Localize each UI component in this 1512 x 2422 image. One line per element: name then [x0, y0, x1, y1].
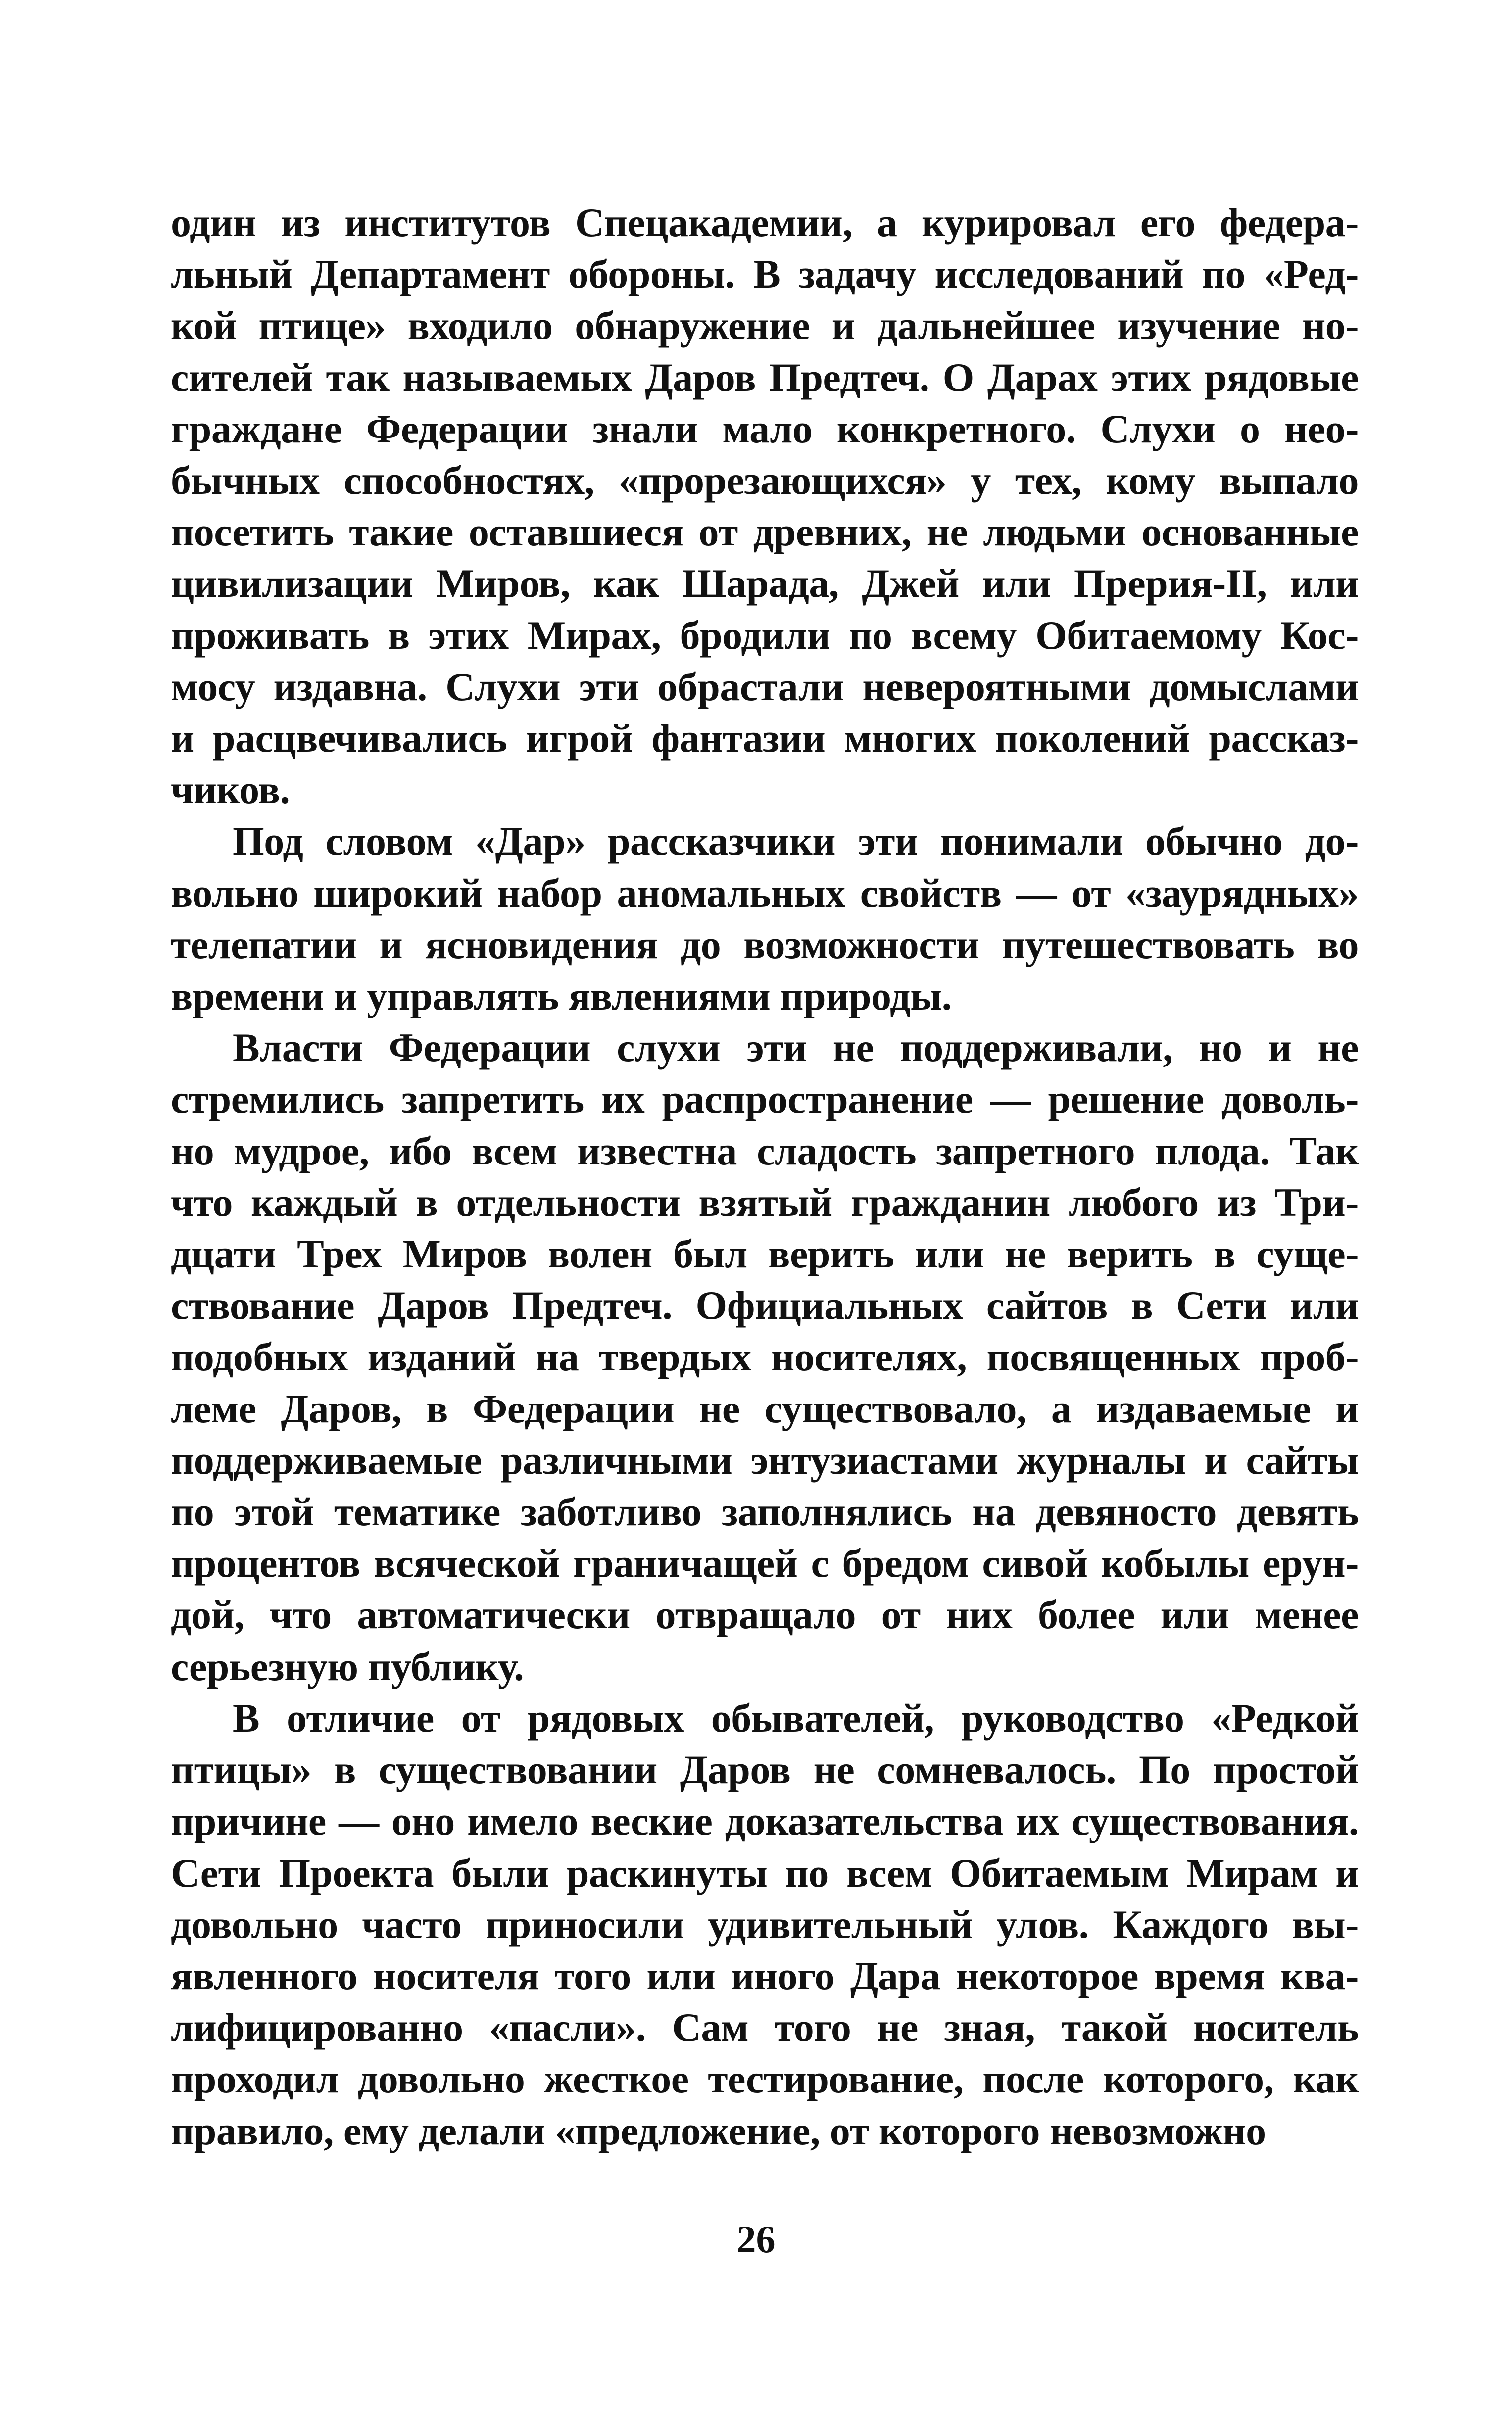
- text-line: дцати Трех Миров волен был верить или не верить в суще-: [171, 1231, 1359, 1277]
- text-line: мосу издавна. Слухи эти обрастали невероятными домыслами: [171, 664, 1359, 709]
- text-line: времени и управлять явлениями природы.: [171, 973, 952, 1019]
- text-line: поддерживаемые различными энтузиастами журналы и сайты: [171, 1437, 1359, 1483]
- text-line: цивилизации Миров, как Шарада, Джей или Прерия-II, или: [171, 561, 1359, 606]
- text-line: довольно часто приносили удивительный улов. Каждого вы-: [171, 1901, 1359, 1947]
- text-line: проходил довольно жесткое тестирование, после которого, как: [171, 2056, 1359, 2102]
- paragraph: [171, 1022, 1359, 1693]
- text-line: проживать в этих Мирах, бродили по всему Обитаемому Кос-: [171, 612, 1359, 658]
- body-text: [171, 197, 1359, 2157]
- text-line: бычных способностях, «прорезающихся» у тех, кому выпало: [171, 458, 1359, 503]
- text-line: В отличие от рядовых обывателей, руководство «Редкой: [233, 1695, 1359, 1741]
- text-line: вольно широкий набор аномальных свойств — от «заурядных»: [171, 870, 1359, 916]
- text-line: птицы» в существовании Даров не сомневалось. По простой: [171, 1747, 1359, 1792]
- text-line: Под словом «Дар» рассказчики эти понимали обычно до-: [233, 819, 1359, 864]
- text-line: один из институтов Спецакадемии, а курировал его федера-: [171, 200, 1359, 245]
- text-line: лифицированно «пасли». Сам того не зная, такой носитель: [171, 2005, 1359, 2050]
- text-line: посетить такие оставшиеся от древних, не людьми основанные: [171, 509, 1359, 555]
- text-line: граждане Федерации знали мало конкретного. Слухи о нео-: [171, 406, 1359, 451]
- text-line: явленного носителя того или иного Дара некоторое время ква-: [171, 1953, 1359, 1998]
- text-line: стремились запретить их распространение — решение доволь-: [171, 1076, 1359, 1122]
- text-line: сителей так называемых Даров Предтеч. О Дарах этих рядовые: [171, 354, 1359, 400]
- text-line: дой, что автоматически отвращало от них более или менее: [171, 1592, 1359, 1638]
- text-line: процентов всяческой граничащей с бредом сивой кобылы ерун-: [171, 1541, 1359, 1586]
- text-line: правило, ему делали «предложение, от которого невозможно: [171, 2108, 1266, 2153]
- page-number: 26: [736, 2218, 776, 2261]
- text-line: телепатии и ясновидения до возможности путешествовать во: [171, 921, 1359, 967]
- paragraph: [171, 816, 1359, 1022]
- paragraph: [171, 1693, 1359, 2157]
- text-line: Власти Федерации слухи эти не поддерживали, но и не: [233, 1025, 1359, 1070]
- text-line: подобных изданий на твердых носителях, посвященных проб-: [171, 1334, 1359, 1380]
- text-line: льный Департамент обороны. В задачу исследований по «Ред-: [171, 251, 1359, 297]
- text-line: леме Даров, в Федерации не существовало, а издаваемые и: [171, 1386, 1359, 1431]
- text-line: ствование Даров Предтеч. Официальных сайтов в Сети или: [171, 1283, 1359, 1328]
- text-line: что каждый в отдельности взятый гражданин любого из Три-: [171, 1179, 1359, 1225]
- text-line: чиков.: [171, 767, 290, 813]
- paragraph: [171, 197, 1359, 816]
- text-line: кой птице» входило обнаружение и дальнейшее изучение но-: [171, 303, 1359, 348]
- text-line: и расцвечивались игрой фантазии многих поколений рассказ-: [171, 716, 1359, 761]
- text-line: по этой тематике заботливо заполнялись на девяносто девять: [171, 1489, 1359, 1535]
- text-line: причине — оно имело веские доказательства их существования.: [171, 1798, 1359, 1844]
- text-line: но мудрое, ибо всем известна сладость запретного плода. Так: [171, 1128, 1359, 1173]
- text-line: серьезную публику.: [171, 1644, 524, 1689]
- text-line: Сети Проекта были раскинуты по всем Обитаемым Мирам и: [171, 1850, 1359, 1895]
